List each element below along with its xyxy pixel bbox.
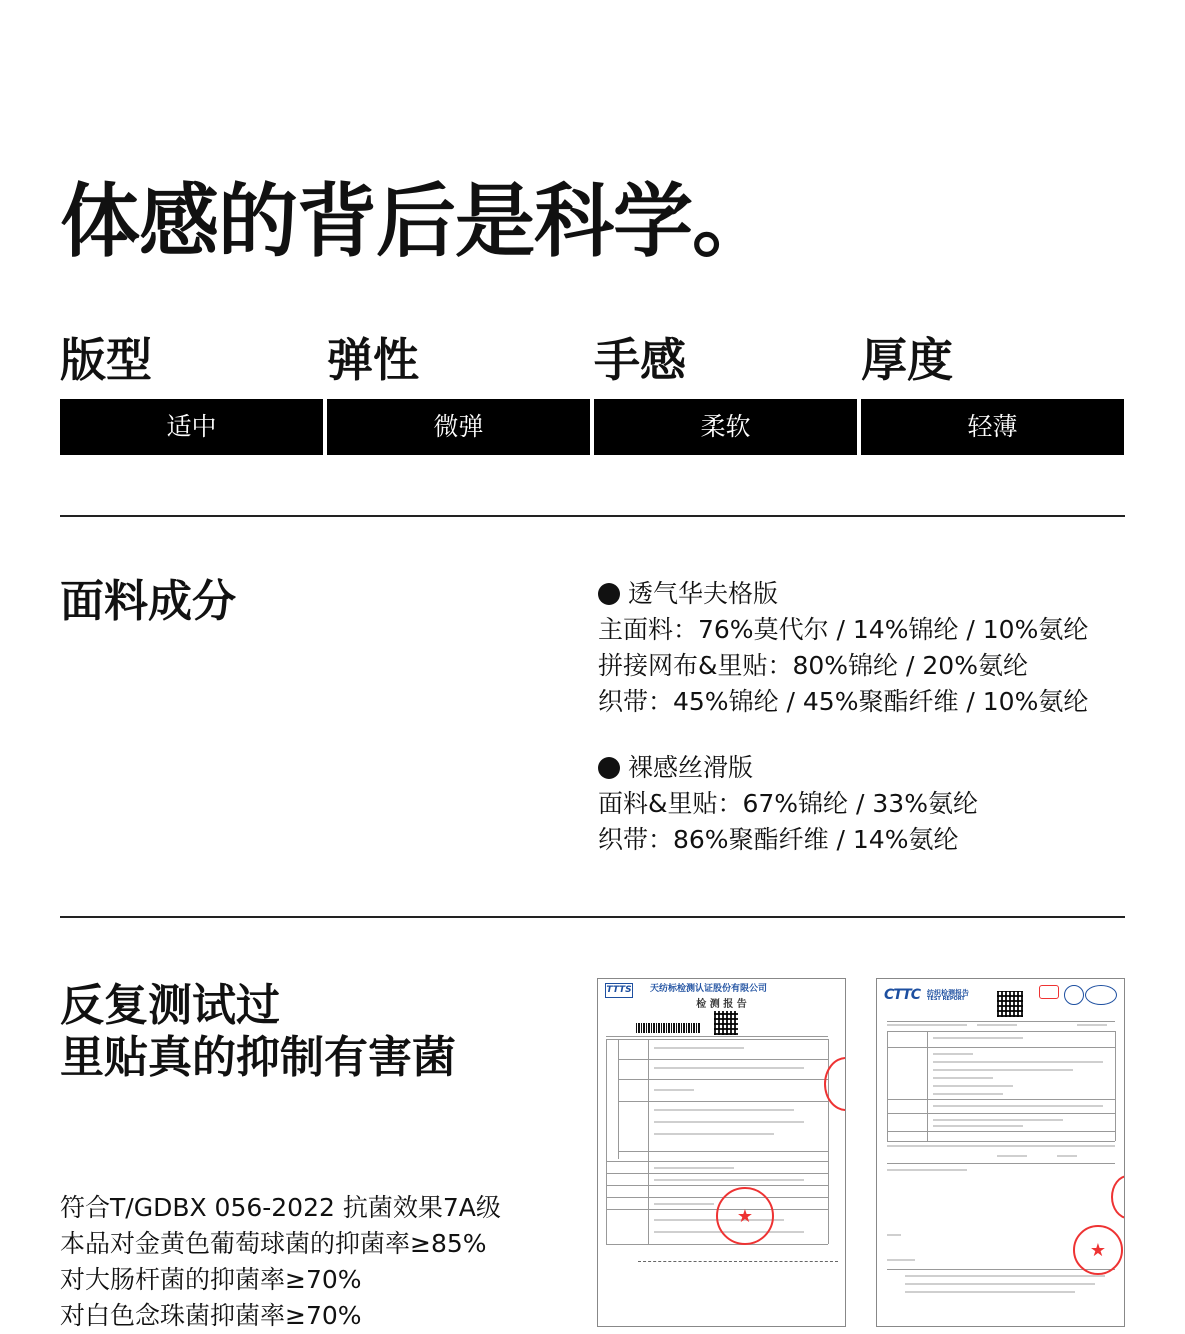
fabric-group-silky <box>598 750 1158 858</box>
spec-value-badge: 适中 <box>60 399 323 455</box>
test-report-image-1 <box>597 978 846 1327</box>
red-stamp-icon: ★ <box>1073 1225 1123 1275</box>
fabric-group-name <box>598 750 1158 786</box>
section-divider <box>60 916 1125 918</box>
ilac-mark-icon <box>1064 985 1084 1005</box>
ttts-logo: TTTS <box>605 983 633 998</box>
antibacterial-claims <box>60 1190 501 1334</box>
qr-code-icon <box>714 1011 738 1035</box>
report-heading: 检 测 报 告 <box>696 999 747 1010</box>
signature-row <box>638 1251 838 1262</box>
spec-thickness <box>861 330 1124 441</box>
fabric-section-title: 面料成分 <box>60 576 236 627</box>
testing-title-line1: 反复测试过 <box>60 980 280 1031</box>
spec-label: 手感 <box>594 333 686 387</box>
claim-line: 对白色念珠菌抑菌率≥70% <box>60 1301 362 1330</box>
fabric-name-text: 透气华夫格版 <box>628 579 779 608</box>
fabric-line: 面料&里贴：67%锦纶 / 33%氨纶 <box>598 789 978 818</box>
spec-value-badge: 轻薄 <box>861 399 1124 455</box>
cma-mark-icon <box>1039 985 1059 999</box>
claim-line: 对大肠杆菌的抑菌率≥70% <box>60 1265 362 1294</box>
fabric-name-text: 裸感丝滑版 <box>628 753 754 782</box>
claim-line: 符合T/GDBX 056-2022 抗菌效果7A级 <box>60 1193 501 1222</box>
report-subheading: TEST REPORT <box>927 996 965 1002</box>
red-stamp-icon: ★ <box>716 1187 774 1245</box>
red-stamp-icon <box>1111 1175 1125 1219</box>
fabric-group-name <box>598 576 1158 612</box>
fabric-group-waffle <box>598 576 1158 720</box>
cttc-logo: CTTC <box>884 987 920 1003</box>
report-org-name: 天纺标检测认证股份有限公司 <box>650 984 768 994</box>
spec-fit <box>60 330 323 441</box>
fabric-line: 拼接网布&里贴：80%锦纶 / 20%氨纶 <box>598 651 1028 680</box>
fabric-line: 织带：86%聚酯纤维 / 14%氨纶 <box>598 825 959 854</box>
spec-value-badge: 微弹 <box>327 399 590 455</box>
spec-label: 版型 <box>60 333 152 387</box>
spec-handfeel <box>594 330 857 441</box>
spec-value-badge: 柔软 <box>594 399 857 455</box>
testing-title-line2: 里贴真的抑制有害菌 <box>60 1032 456 1083</box>
barcode-icon <box>636 1023 700 1033</box>
bullet-dot-icon <box>598 757 620 779</box>
spec-label: 厚度 <box>861 333 953 387</box>
cnas-mark-icon <box>1085 985 1117 1005</box>
fabric-line: 织带：45%锦纶 / 45%聚酯纤维 / 10%氨纶 <box>598 687 1089 716</box>
fabric-line: 主面料：76%莫代尔 / 14%锦纶 / 10%氨纶 <box>598 615 1089 644</box>
section-divider <box>60 515 1125 517</box>
spec-elasticity <box>327 330 590 441</box>
bullet-dot-icon <box>598 583 620 605</box>
report-heading: 纺织检测报告 <box>927 989 969 997</box>
page-title: 体感的背后是科学。 <box>60 175 771 268</box>
claim-line: 本品对金黄色葡萄球菌的抑菌率≥85% <box>60 1229 487 1258</box>
qr-code-icon <box>997 991 1023 1017</box>
spec-label: 弹性 <box>327 333 419 387</box>
test-report-image-2 <box>876 978 1125 1327</box>
